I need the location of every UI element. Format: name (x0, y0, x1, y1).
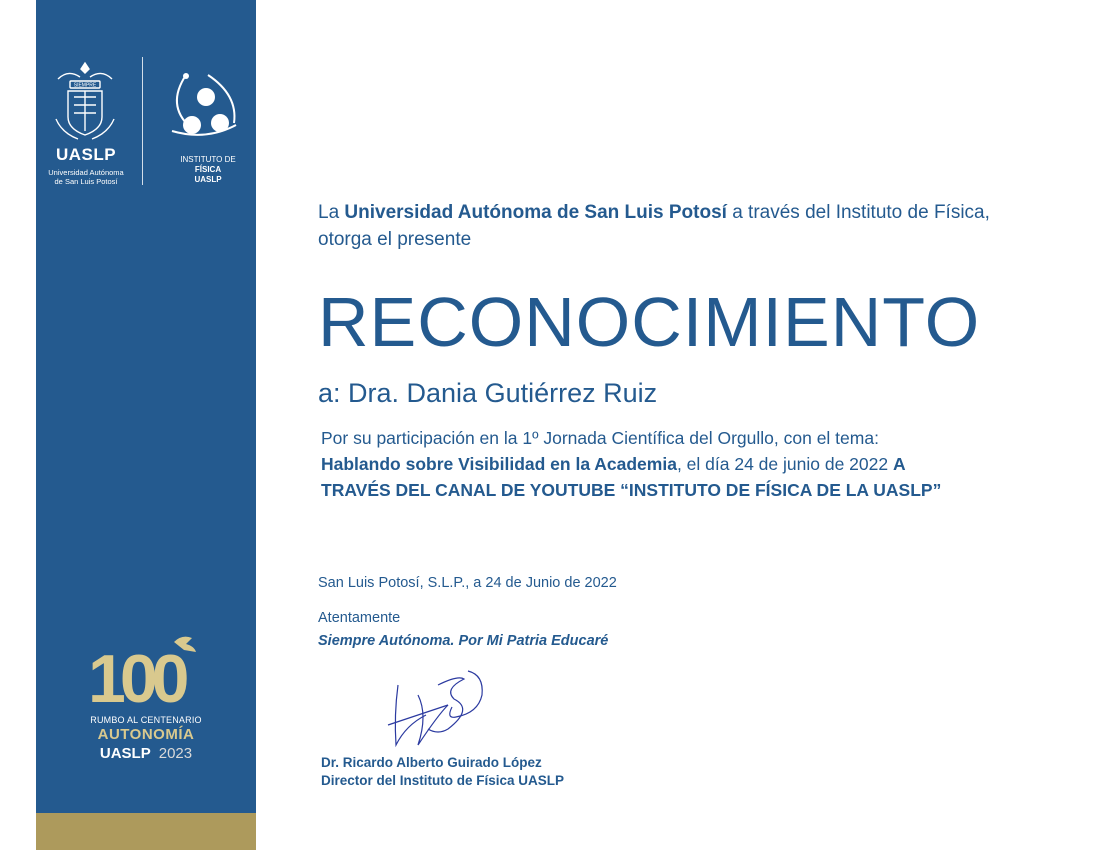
centenary-autonomy: AUTONOMÍA (97, 726, 195, 743)
uaslp-crest-icon (50, 59, 120, 143)
uaslp-acronym: UASLP (55, 145, 117, 164)
recipient-name: a: Dra. Dania Gutiérrez Ruiz (318, 378, 658, 408)
uaslp-full-name (36, 168, 136, 186)
svg-text:100: 100 (88, 641, 184, 712)
intro-line2: otorga el presente (318, 229, 472, 250)
intro-suffix: a través del Instituto de Física, (726, 202, 990, 223)
centenary-year: 2023 (158, 745, 193, 762)
intro-prefix: La (318, 202, 345, 223)
centenary-100-logo (86, 630, 216, 712)
svg-text:SIEMPRE: SIEMPRE (73, 82, 97, 89)
physics-institute-name (166, 155, 250, 185)
institute-line1: INSTITUTO DE (180, 155, 236, 164)
motive-date: , el día 24 de junio de 2022 (676, 454, 893, 474)
centenary-logo (36, 630, 256, 780)
certificate-title: RECONOCIMIENTO (318, 283, 981, 361)
certificate-motive (321, 425, 1021, 503)
logo-divider (142, 57, 143, 185)
uaslp-full-name-line1: Universidad Autónoma (48, 168, 124, 177)
motive-topic: Hablando sobre Visibilidad en la Academia (321, 454, 677, 474)
uaslp-full-name-line2: de San Luis Potosí (54, 177, 118, 186)
university-motto: Siempre Autónoma. Por Mi Patria Educaré (318, 633, 609, 649)
motive-line1: Por su participación en la 1º Jornada Científica del Orgullo, con el tema: (321, 428, 879, 448)
certificate-intro (318, 199, 1038, 253)
place-and-date: San Luis Potosí, S.L.P., a 24 de Junio de 2022 (318, 575, 617, 591)
physics-institute-logo-icon (164, 67, 250, 143)
institute-line3: UASLP (194, 175, 222, 184)
regards: Atentamente (318, 610, 401, 626)
signer-name: Dr. Ricardo Alberto Guirado López (321, 755, 542, 770)
centenary-uaslp: UASLP (99, 745, 151, 762)
motive-channel-a: A (892, 454, 906, 474)
institution-logos (36, 55, 256, 195)
signature-image (378, 655, 498, 755)
centenary-uaslp-year (36, 745, 256, 762)
centenary-caption: RUMBO AL CENTENARIO (90, 715, 202, 725)
institute-line2: FÍSICA (194, 165, 222, 174)
sidebar-gold-band (36, 813, 256, 850)
university-name: Universidad Autónoma de San Luis Potosí (344, 202, 727, 223)
signer-role: Director del Instituto de Física UASLP (321, 773, 565, 788)
motive-channel: TRAVÉS DEL CANAL DE YOUTUBE “INSTITUTO DE FÍSICA DE LA UASLP” (321, 480, 942, 500)
